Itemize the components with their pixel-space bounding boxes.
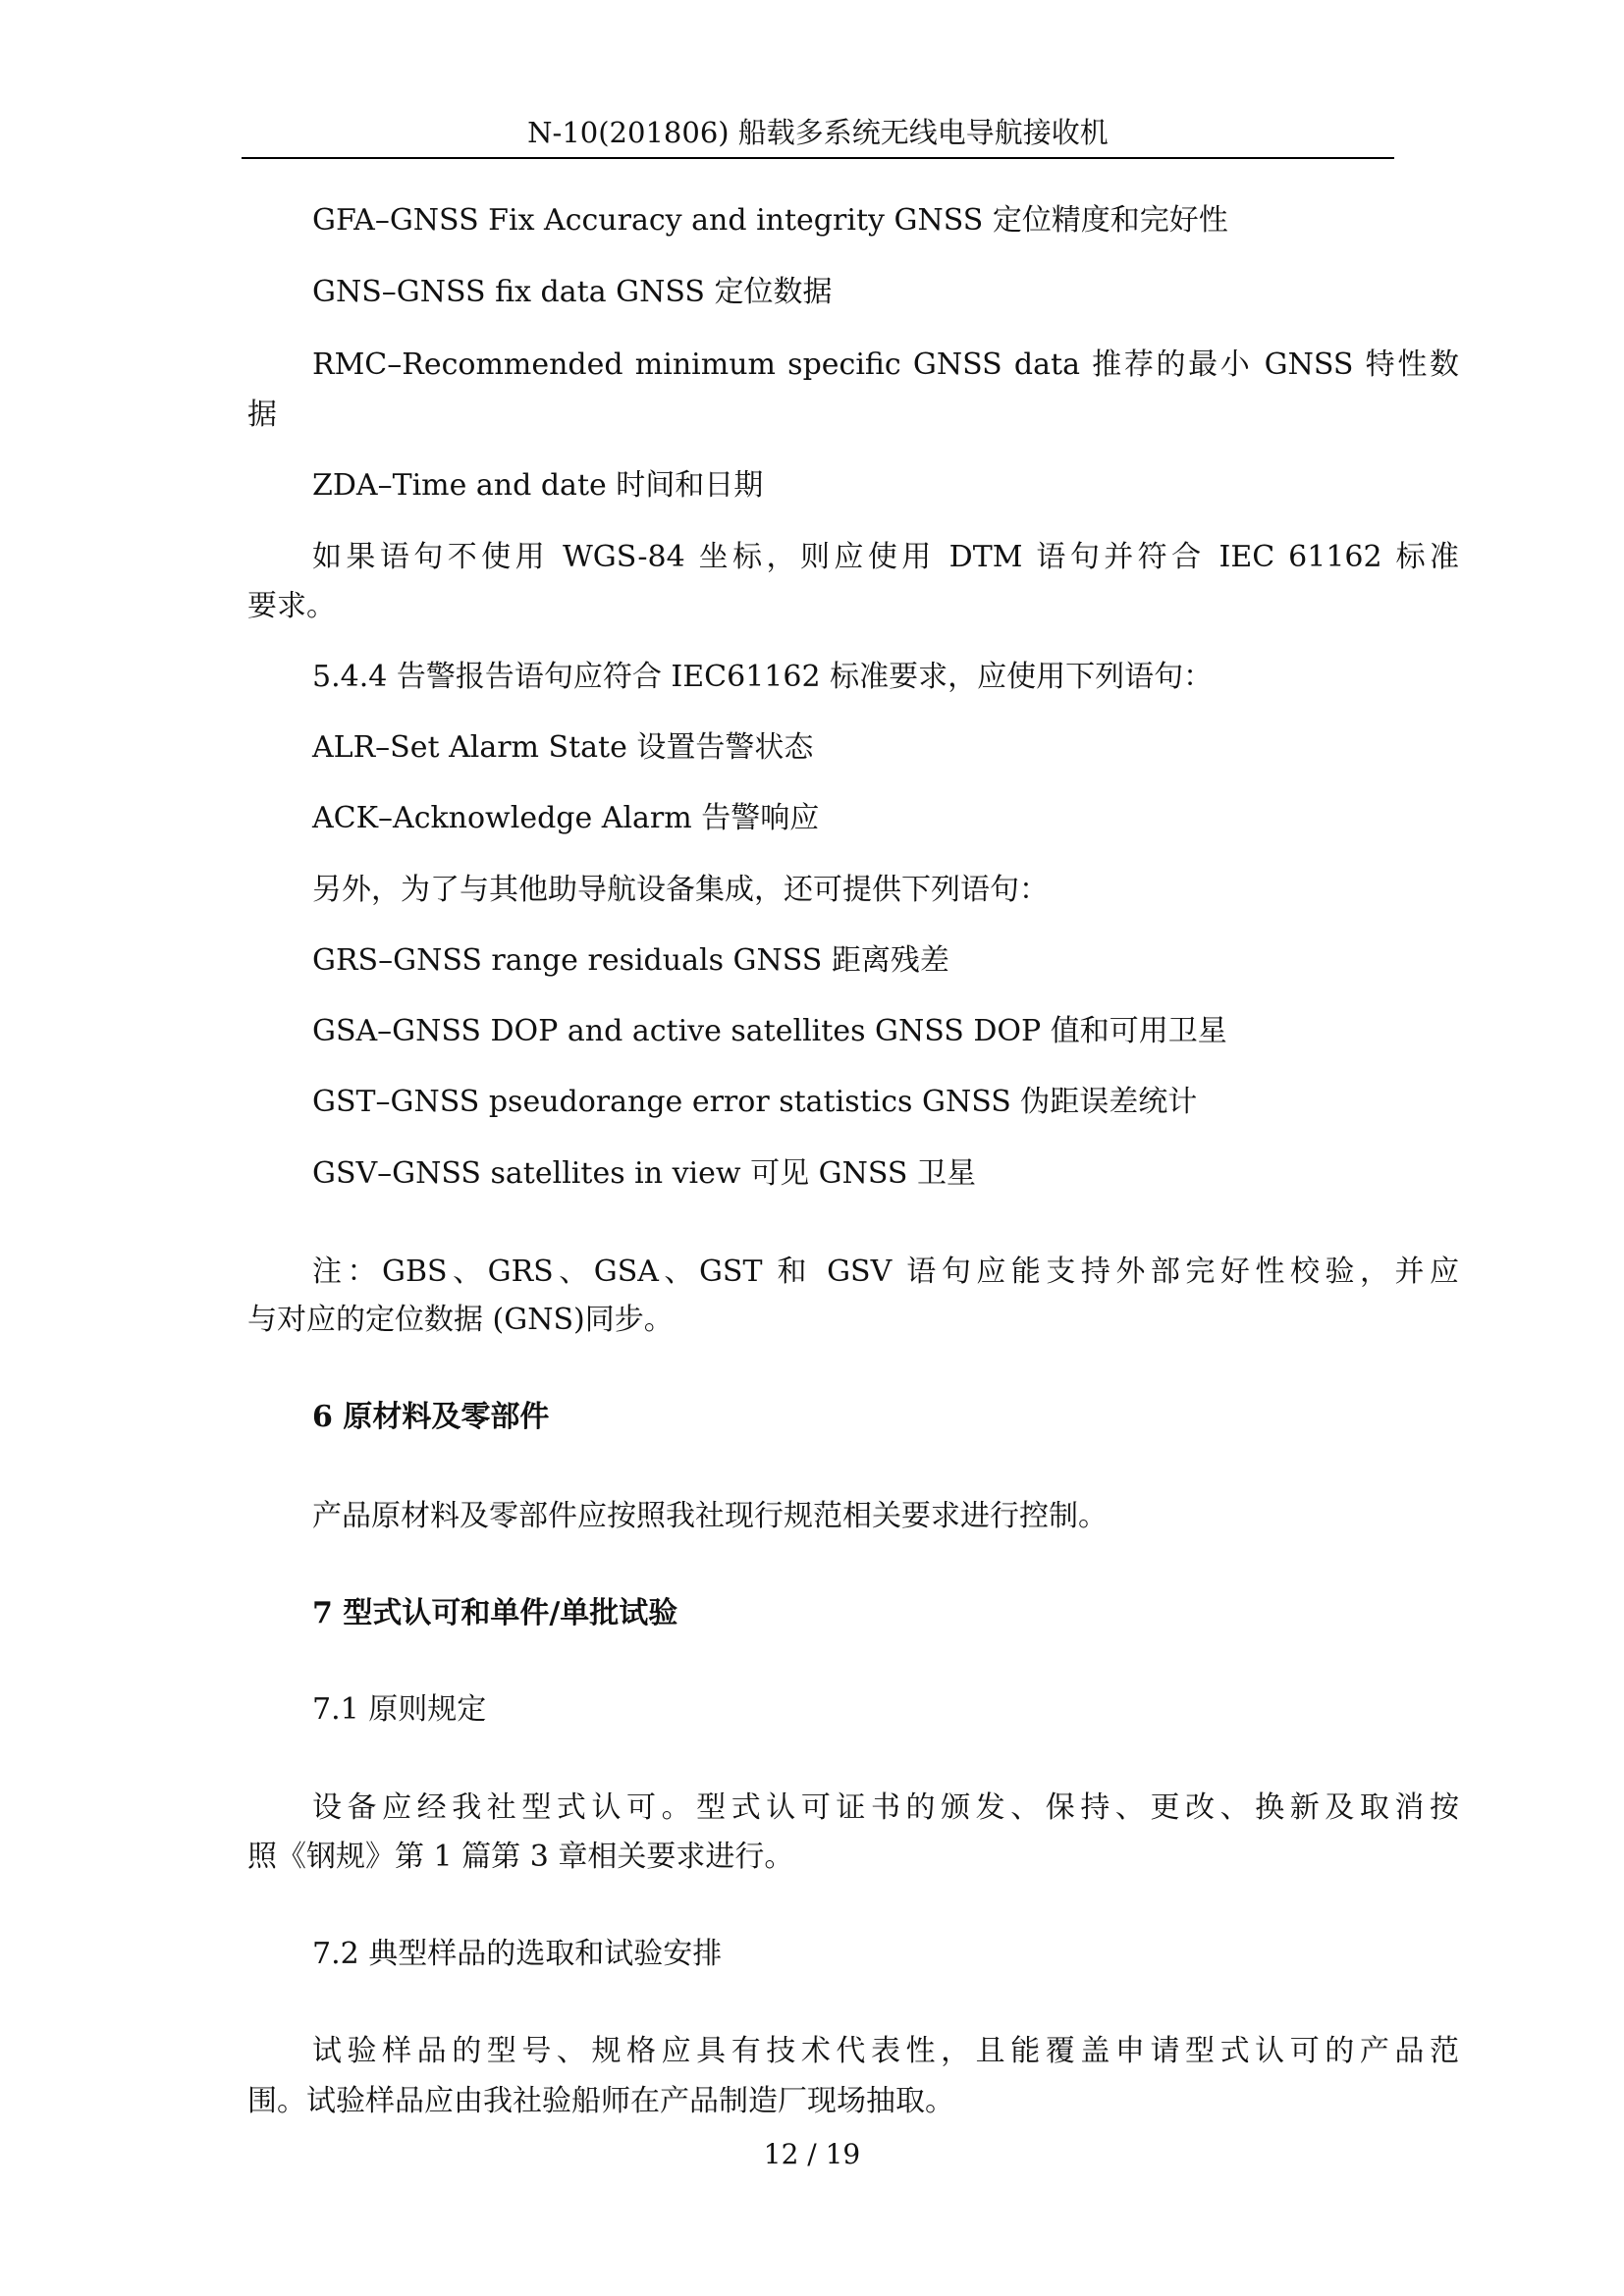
sentence-ack: ACK–Acknowledge Alarm 告警响应 xyxy=(312,801,820,835)
sentence-zda: ZDA–Time and date 时间和日期 xyxy=(312,468,764,503)
section-7-1-body: 设备应经我社型式认可。型式认可证书的颁发、保持、更改、换新及取消按 xyxy=(312,1790,1459,1825)
sentence-grs: GRS–GNSS range residuals GNSS 距离残差 xyxy=(312,943,949,978)
sentence-rmc-cont: 据 xyxy=(247,398,277,432)
additional-sentences-intro: 另外，为了与其他助导航设备集成，还可提供下列语句： xyxy=(312,873,1049,907)
section-7-heading: 7 型式认可和单件/单批试验 xyxy=(312,1596,678,1630)
section-7-2-body: 试验样品的型号、规格应具有技术代表性，且能覆盖申请型式认可的产品范 xyxy=(312,2034,1459,2068)
section-7-1-body-cont: 照《钢规》第 1 篇第 3 章相关要求进行。 xyxy=(247,1840,794,1874)
sentence-gsa: GSA–GNSS DOP and active satellites GNSS DOP 值和可用卫星 xyxy=(312,1014,1227,1048)
section-7-2-body-cont: 围。试验样品应由我社验船师在产品制造厂现场抽取。 xyxy=(247,2084,954,2118)
page-header: N-10(201806) 船载多系统无线电导航接收机 xyxy=(242,108,1394,159)
page-number: 12 / 19 xyxy=(763,2138,861,2170)
wgs84-paragraph: 如果语句不使用 WGS-84 坐标，则应使用 DTM 语句并符合 IEC 61162 标准 xyxy=(312,540,1459,574)
sentence-rmc: RMC–Recommended minimum specific GNSS data 推荐的最小 GNSS 特性数 xyxy=(312,347,1459,382)
sentence-gfa: GFA–GNSS Fix Accuracy and integrity GNSS 定位精度和完好性 xyxy=(312,203,1228,238)
section-6-heading: 6 原材料及零部件 xyxy=(312,1400,550,1434)
note-paragraph: 注：GBS、GRS、GSA、GST 和 GSV 语句应能支持外部完好性校验，并应 xyxy=(312,1255,1459,1289)
section-6-body: 产品原材料及零部件应按照我社现行规范相关要求进行控制。 xyxy=(312,1499,1108,1533)
sentence-alr: ALR–Set Alarm State 设置告警状态 xyxy=(312,730,814,765)
wgs84-paragraph-cont: 要求。 xyxy=(247,589,336,623)
clause-5-4-4: 5.4.4 告警报告语句应符合 IEC61162 标准要求，应使用下列语句： xyxy=(312,660,1214,694)
section-7-2-heading: 7.2 典型样品的选取和试验安排 xyxy=(312,1937,723,1971)
sentence-gns: GNS–GNSS fix data GNSS 定位数据 xyxy=(312,275,833,309)
note-paragraph-cont: 与对应的定位数据 (GNS)同步。 xyxy=(247,1303,674,1337)
sentence-gsv: GSV–GNSS satellites in view 可见 GNSS 卫星 xyxy=(312,1156,976,1191)
sentence-gst: GST–GNSS pseudorange error statistics GNSS 伪距误差统计 xyxy=(312,1085,1198,1119)
section-7-1-heading: 7.1 原则规定 xyxy=(312,1692,487,1727)
